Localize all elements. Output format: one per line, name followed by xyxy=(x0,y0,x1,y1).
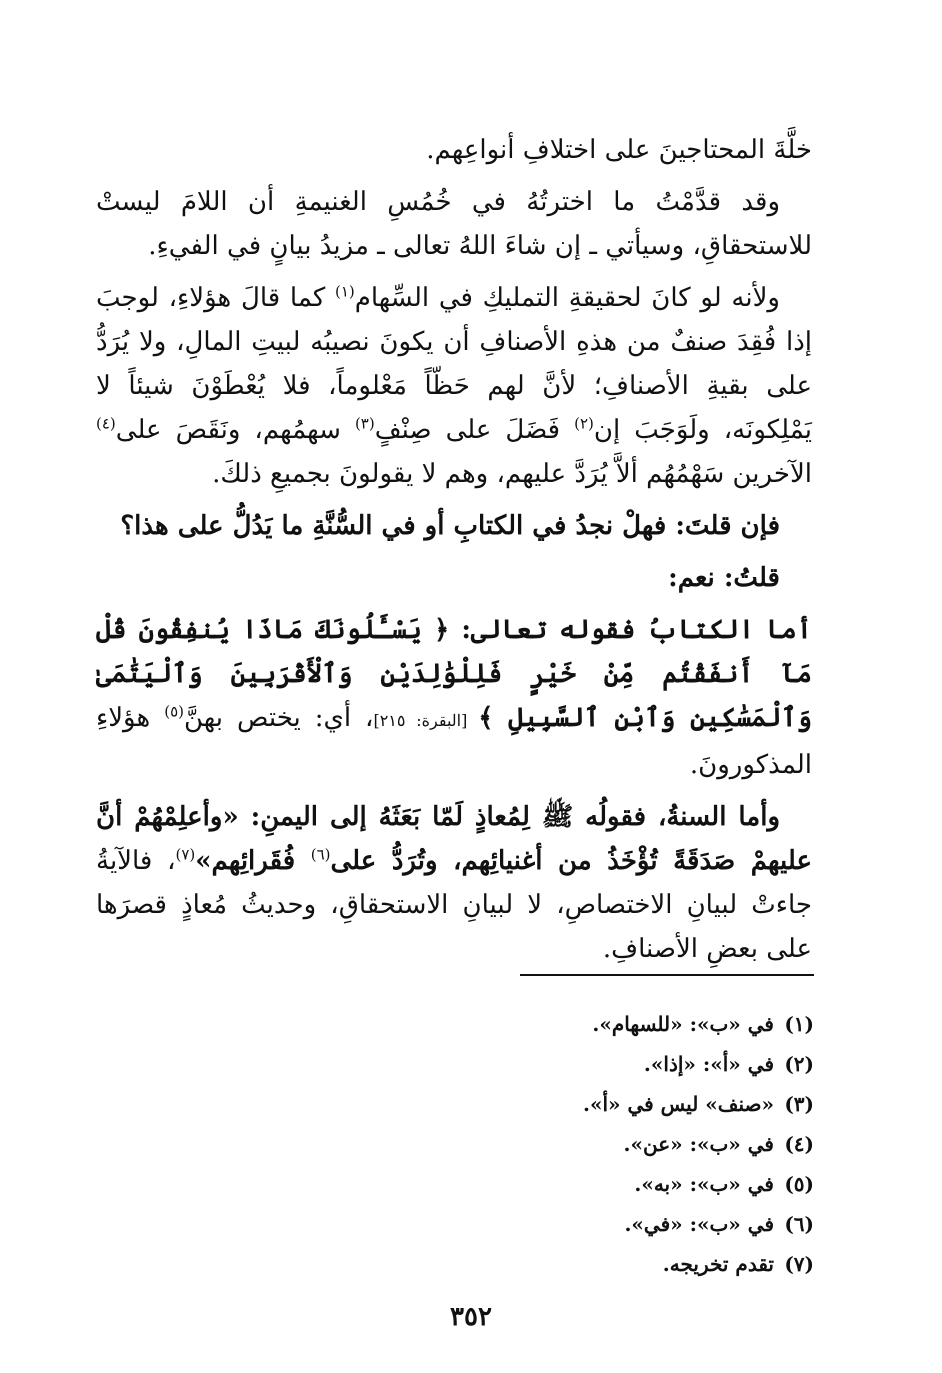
footnote-text: «صنف» ليس في «أ». xyxy=(583,1092,774,1116)
footnote-text: في «ب»: «به». xyxy=(634,1172,774,1196)
footnote-text: في «أ»: «إذا». xyxy=(643,1052,774,1076)
paragraph-text: كما قالَ هؤلاءِ، لوجبَ إذا فُقِدَ صنفٌ من هذهِ الأصنافِ أن يكونَ نصيبُه لبيتِ المالِ، ولا يُرَدُّ على بقيةِ الأصنافِ؛ لأنَّ لهم حَظّاً مَعْلوماً، فلا يُعْطَوْنَ شيئاً لا يَمْلِكونَه، ولَوَجَبَ إن xyxy=(96,283,812,445)
footnotes-list xyxy=(583,1004,814,1284)
paragraph-text: هؤلاءِ المذكورونَ. xyxy=(96,703,812,780)
paragraph-tamleek xyxy=(96,276,812,496)
paragraph-khums xyxy=(96,180,812,268)
footnote-item xyxy=(583,1244,814,1284)
footnote-number: (٤) xyxy=(784,1132,814,1156)
paragraph-continuation xyxy=(96,128,812,172)
footnote-item xyxy=(583,1084,814,1124)
footnote-divider xyxy=(520,974,814,976)
paragraph-text: ولأنه لو كانَ لحقيقةِ التمليكِ في السِّهام xyxy=(354,283,780,313)
footnote-number: (٣) xyxy=(784,1092,814,1116)
answer-text: قلتُ: نعم: xyxy=(668,563,780,593)
footnote-item xyxy=(583,1044,814,1084)
hadith-text: وأعلِمْهُمْ أنَّ عليهمْ صَدَقَةً تُؤْخَذُ من أغنيائِهم، وتُرَدُّ على xyxy=(96,802,812,876)
footnote-number: (٢) xyxy=(784,1052,814,1076)
footnote-text: في «ب»: «في». xyxy=(624,1212,774,1236)
paragraph-text: أما الكتابُ فقوله تعالى: xyxy=(449,615,812,645)
footnote-number: (٥) xyxy=(784,1172,814,1196)
paragraph-text: خلَّةَ المحتاجينَ على اختلافِ أنواعِهم. xyxy=(426,135,812,165)
footnote-marker-3[interactable]: (٣) xyxy=(354,414,375,433)
question-text: فإن قلتَ: فهلْ نجدُ في الكتابِ أو في السُّنَّةِ ما يَدُلُّ على هذا؟ xyxy=(120,511,780,541)
paragraph-text: وأما السنةُ، فقولُه ﷺ لِمُعاذٍ لَمّا بَعَثَهُ إلى اليمنِ: « xyxy=(222,802,780,832)
footnote-marker-5[interactable]: (٥) xyxy=(164,702,184,721)
footnote-marker-1[interactable]: (١) xyxy=(334,282,355,301)
footnote-item xyxy=(583,1124,814,1164)
hadith-text: فُقَرائِهم xyxy=(211,846,311,876)
footnote-number: (١) xyxy=(784,1012,814,1036)
paragraph-text: ، فالآيةُ جاءتْ لبيانِ الاختصاصِ، لا لبيانِ الاستحقاقِ، وحديثُ مُعاذٍ قصرَها على بعضِ الأصنافِ. xyxy=(96,846,812,964)
page-number: ٣٥٢ xyxy=(450,1302,492,1332)
footnote-item xyxy=(583,1164,814,1204)
footnote-text: في «ب»: «عن». xyxy=(623,1132,774,1156)
verse-reference: [البقرة: ٢١٥] xyxy=(373,711,479,730)
footnote-marker-4[interactable]: (٤) xyxy=(96,414,116,433)
paragraph-text: الآخرين سَهْمُهُم ألاَّ يُرَدَّ عليهم، وهم لا يقولونَ بجميعِ ذلكَ. xyxy=(212,459,812,489)
quran-verse: ﴿ يَسْـَٔلُونَكَ مَاذَا يُنفِقُونَ قُلْ مَآ أَنفَقْتُم مِّنْ خَيْرٍ فَلِلْوَٰلِدَيْنِ وَٱلْأَقْرَبِينَ وَٱلْيَتَٰمَىٰ وَٱلْمَسَٰكِينِ وَٱبْنِ ٱلسَّبِيلِ ﴾ xyxy=(96,615,813,733)
footnote-item xyxy=(583,1004,814,1044)
footnote-number: (٧) xyxy=(784,1252,814,1276)
footnote-item xyxy=(583,1204,814,1244)
paragraph-sunnah xyxy=(96,795,812,971)
paragraph-question xyxy=(96,504,812,548)
footnote-text: تقدم تخريجه. xyxy=(662,1252,774,1276)
footnote-text: في «ب»: «للسهام». xyxy=(592,1012,774,1036)
paragraph-text: فَضَلَ على صِنْفٍ xyxy=(374,415,575,445)
paragraph-answer xyxy=(96,556,812,600)
footnote-marker-2[interactable]: (٢) xyxy=(574,414,594,433)
paragraph-text: وقد قدَّمْتُ ما اخترتُهُ في خُمُسِ الغنيمةِ أن اللامَ ليستْ للاستحقاقِ، وسيأتي ـ إن شاءَ اللهُ تعالى ـ مزيدُ بيانٍ في الفيءِ. xyxy=(96,187,812,261)
footnote-number: (٦) xyxy=(784,1212,814,1236)
paragraph-text: ، أي: يختص بهنَّ xyxy=(183,703,374,733)
footnote-marker-6[interactable]: (٦) xyxy=(310,845,331,864)
main-text xyxy=(96,128,812,979)
footnote-marker-7[interactable]: (٧) xyxy=(175,845,196,864)
paragraph-kitab xyxy=(96,608,812,787)
paragraph-text: سهمُهم، ونَقَصَ على xyxy=(115,415,355,445)
quote-close: » xyxy=(195,846,212,876)
